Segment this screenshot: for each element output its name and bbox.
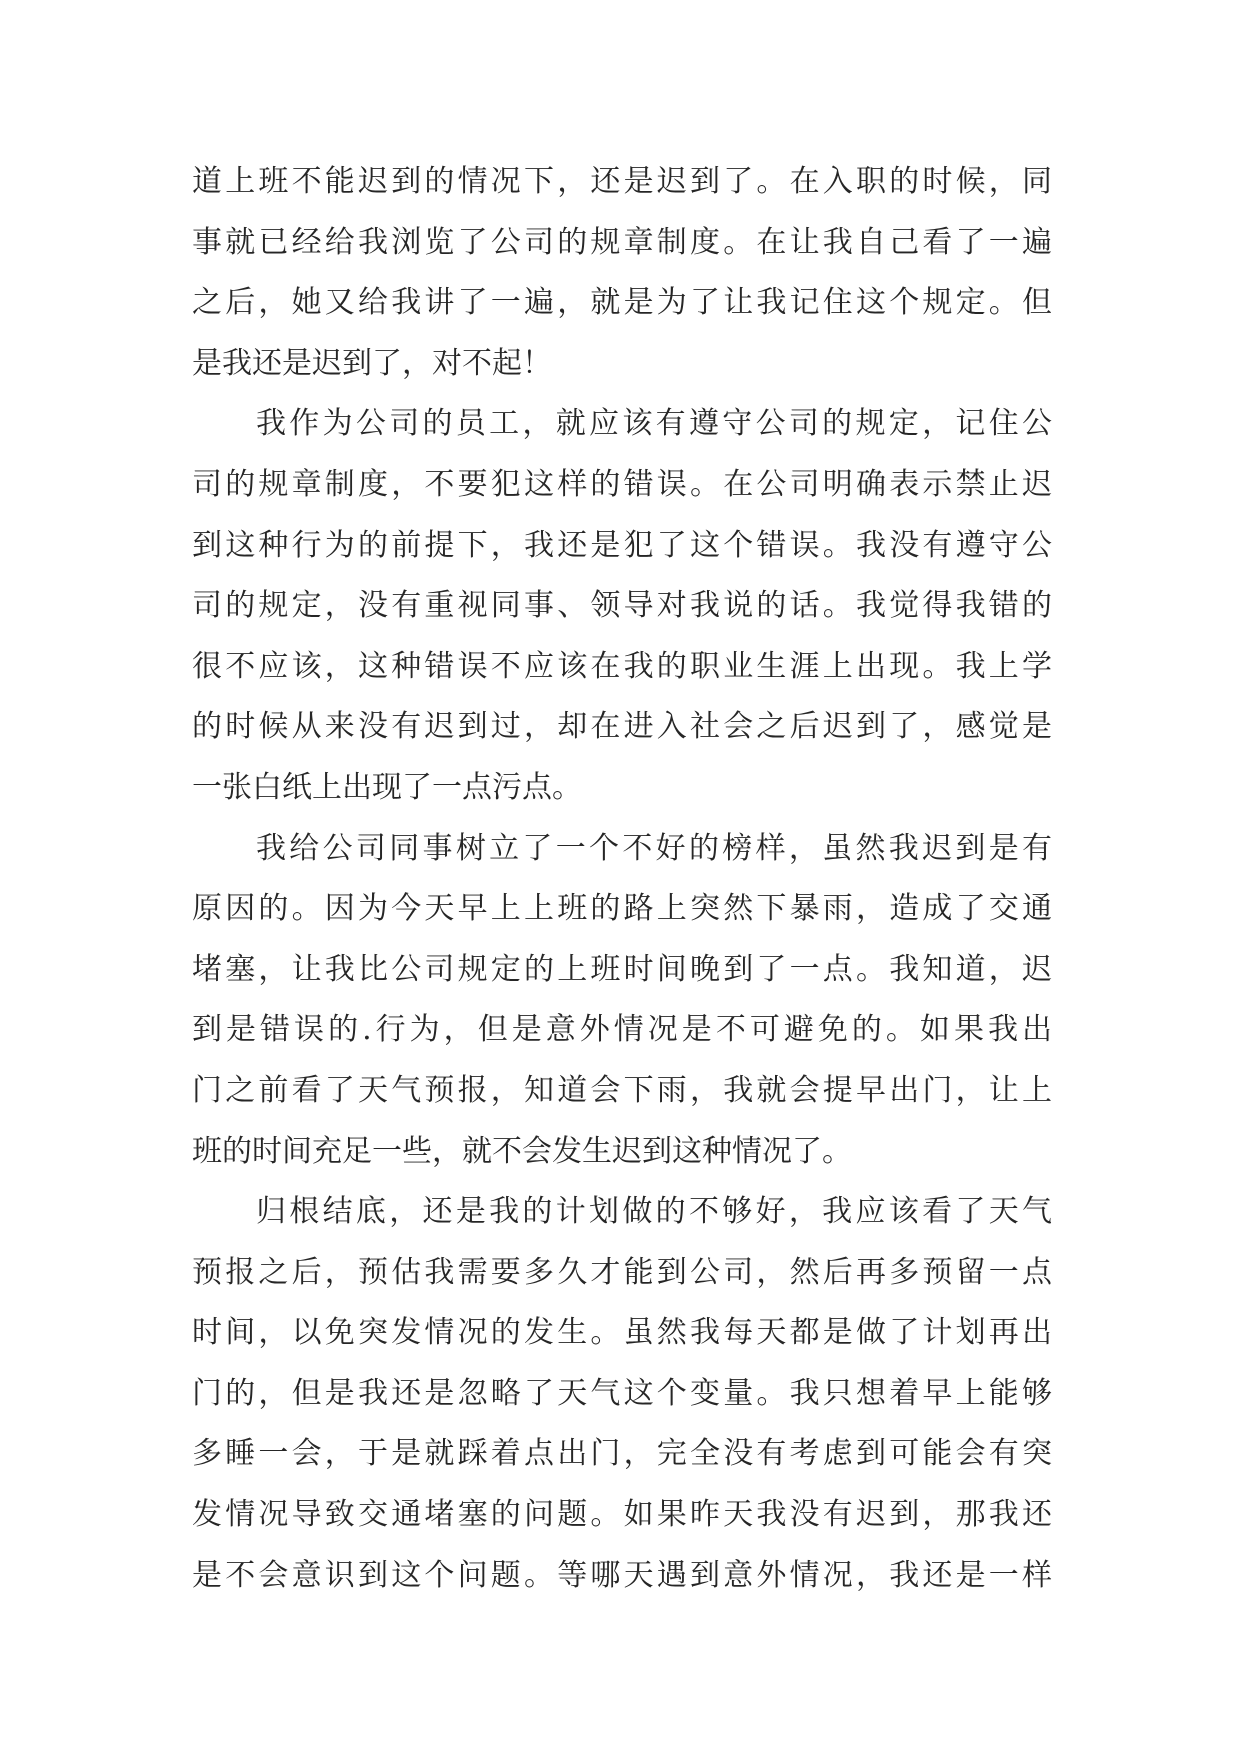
text-line: 预报之后，预估我需要多久才能到公司，然后再多预留一点 (192, 1254, 1052, 1290)
text-line: 到是错误的.行为，但是意外情况是不可避免的。如果我出 (192, 1012, 1052, 1048)
text-line: 班的时间充足一些，就不会发生迟到这种情况了。 (192, 1133, 852, 1169)
text-line: 很不应该，这种错误不应该在我的职业生涯上出现。我上学 (192, 648, 1052, 684)
text-line: 是我还是迟到了，对不起！ (192, 345, 552, 381)
text-line: 的时候从来没有迟到过，却在进入社会之后迟到了，感觉是 (192, 709, 1052, 745)
text-line: 事就已经给我浏览了公司的规章制度。在让我自己看了一遍 (192, 224, 1052, 260)
text-line: 多睡一会，于是就踩着点出门，完全没有考虑到可能会有突 (192, 1436, 1052, 1472)
text-line: 门之前看了天气预报，知道会下雨，我就会提早出门，让上 (192, 1072, 1052, 1108)
text-line: 司的规定，没有重视同事、领导对我说的话。我觉得我错的 (192, 588, 1052, 624)
text-line: 司的规章制度，不要犯这样的错误。在公司明确表示禁止迟 (192, 466, 1052, 502)
text-line: 到这种行为的前提下，我还是犯了这个错误。我没有遵守公 (192, 527, 1052, 563)
text-line: 发情况导致交通堵塞的问题。如果昨天我没有迟到，那我还 (192, 1497, 1052, 1533)
body-text (192, 152, 1052, 1606)
paragraph-first-line: 我作为公司的员工，就应该有遵守公司的规定，记住公 (256, 406, 1052, 442)
text-line: 时间，以免突发情况的发生。虽然我每天都是做了计划再出 (192, 1315, 1052, 1351)
text-line: 门的，但是我还是忽略了天气这个变量。我只想着早上能够 (192, 1375, 1052, 1411)
text-line: 之后，她又给我讲了一遍，就是为了让我记住这个规定。但 (192, 285, 1052, 321)
text-line: 是不会意识到这个问题。等哪天遇到意外情况，我还是一样 (192, 1557, 1052, 1593)
text-line: 一张白纸上出现了一点污点。 (192, 769, 582, 805)
text-line: 原因的。因为今天早上上班的路上突然下暴雨，造成了交通 (192, 891, 1052, 927)
paragraph-first-line: 归根结底，还是我的计划做的不够好，我应该看了天气 (256, 1194, 1052, 1230)
text-line: 道上班不能迟到的情况下，还是迟到了。在入职的时候，同 (192, 164, 1052, 199)
text-line: 堵塞，让我比公司规定的上班时间晚到了一点。我知道，迟 (192, 951, 1052, 987)
paragraph-first-line: 我给公司同事树立了一个不好的榜样，虽然我迟到是有 (256, 830, 1052, 866)
